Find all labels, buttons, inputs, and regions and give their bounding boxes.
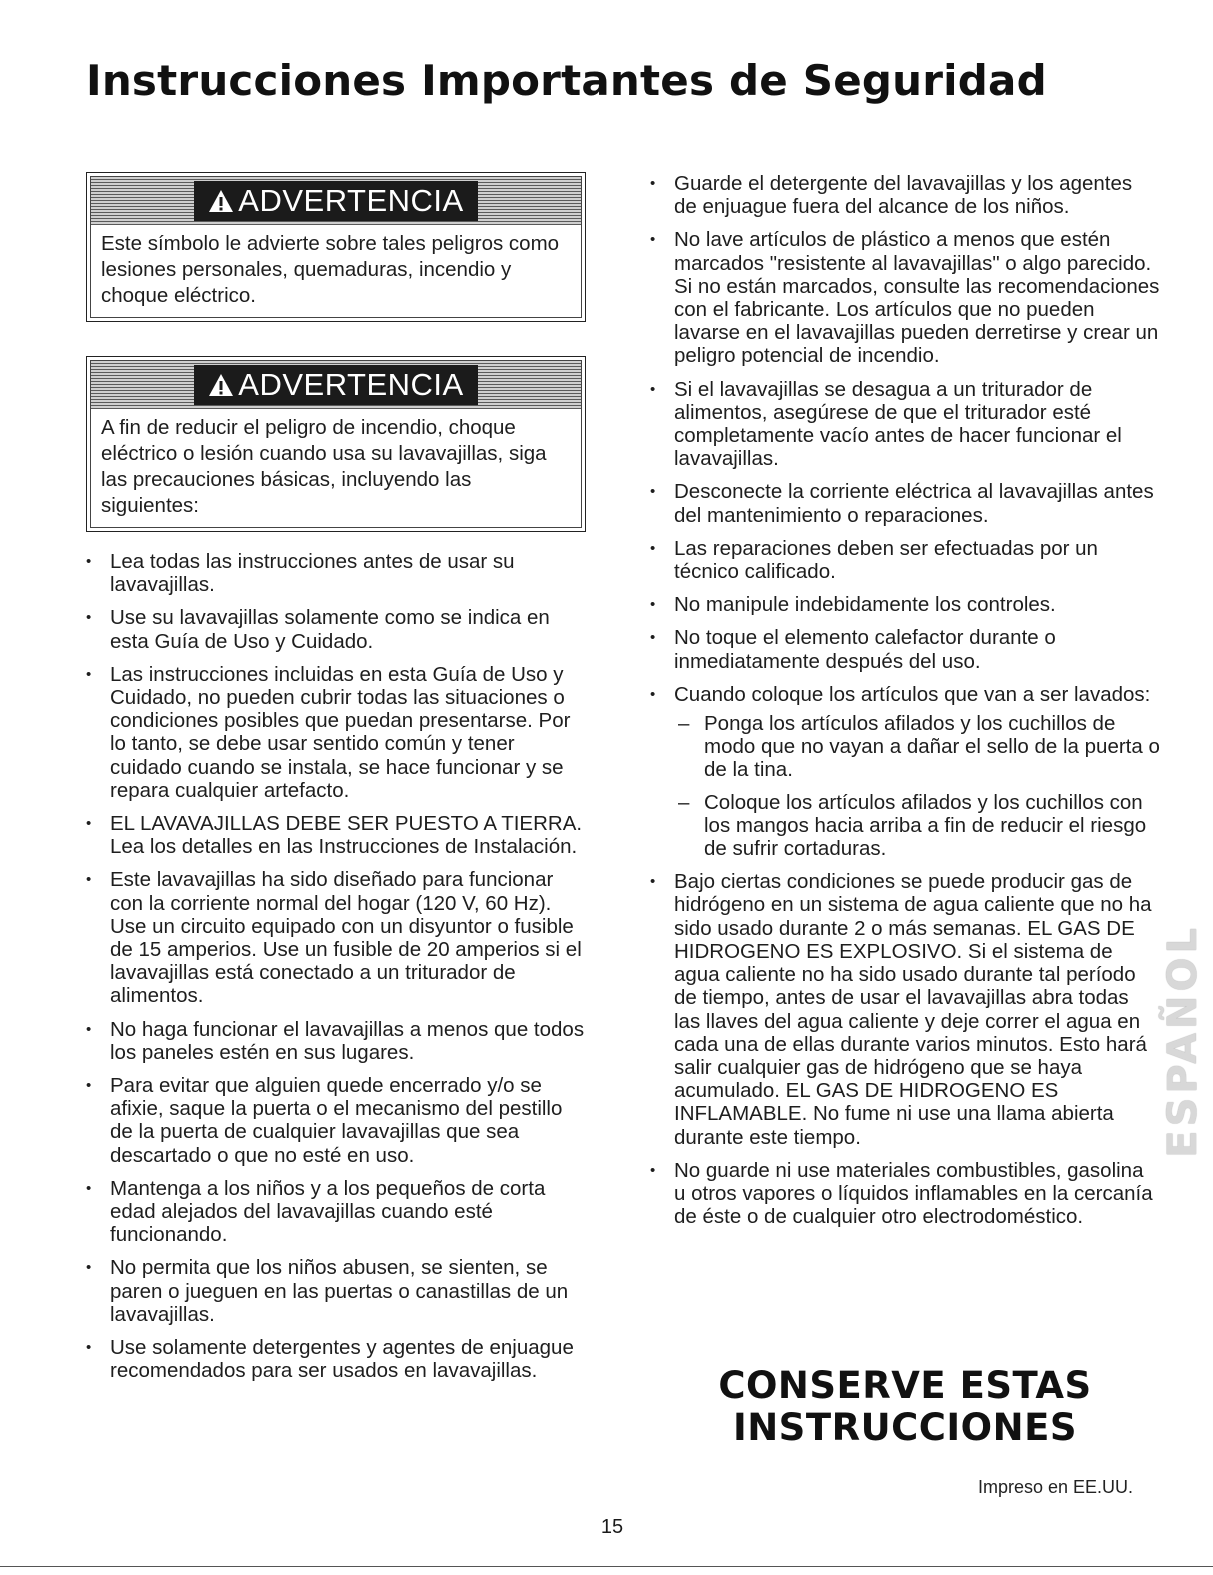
list-item: • No permita que los niños abusen, se sienten, se paren o jueguen en las puertas o canastillas de un lavavajillas. xyxy=(86,1256,586,1326)
warning-label: ADVERTENCIA xyxy=(194,181,477,221)
list-item: • Para evitar que alguien quede encerrado y/o se afixie, saque la puerta o el mecanismo del pestillo de la puerta de cualquier lavavajillas que sea descartado o que no esté en uso. xyxy=(86,1074,586,1167)
warning-text: Este símbolo le advierte sobre tales peligros como lesiones personales, quemaduras, incendio y choque eléctrico. xyxy=(101,232,560,307)
list-item: • Las reparaciones deben ser efectuadas por un técnico calificado. xyxy=(650,537,1160,583)
warning-label: ADVERTENCIA xyxy=(194,365,477,405)
conserve-line-2: INSTRUCCIONES xyxy=(732,1406,1078,1449)
list-item: • Guarde el detergente del lavavajillas y los agentes de enjuague fuera del alcance de los niños. xyxy=(650,172,1160,218)
side-tab-label: ESPAÑOL xyxy=(1160,924,1206,1158)
list-item: • Desconecte la corriente eléctrica al lavavajillas antes del mantenimiento o reparaciones. xyxy=(650,480,1160,526)
list-item: • No haga funcionar el lavavajillas a menos que todos los paneles estén en sus lugares. xyxy=(86,1018,586,1064)
conserve-line-1: CONSERVE ESTAS xyxy=(718,1364,1092,1407)
list-item: • Lea todas las instrucciones antes de usar su lavavajillas. xyxy=(86,550,586,596)
warning-text: A fin de reducir el peligro de incendio, choque eléctrico o lesión cuando usa su lavavajillas, siga las precauciones básicas, incluyendo las siguientes: xyxy=(101,416,547,517)
page-title: Instrucciones Importantes de Seguridad xyxy=(86,56,1047,105)
warning-box-precautions xyxy=(86,356,586,532)
loading-sublist xyxy=(674,712,1160,860)
page-number: 15 xyxy=(600,1516,624,1538)
list-item: • Bajo ciertas condiciones se puede producir gas de hidrógeno en un sistema de agua caliente que no ha sido usado durante 2 o más semanas. EL GAS DE HIDROGENO ES EXPLOSIVO. Si el sistema de agua caliente no ha sido usado durante tal período de tiempo, antes de usar el lavavajillas abra todas las llaves del agua caliente y deje correr el agua en cada una de ellas durante varios minutos. Esto hará salir cualquier gas de hidrógeno que se haya acumulado. EL GAS DE HIDROGENO ES INFLAMABLE. No fume ni use una llama abierta durante este tiempo. xyxy=(650,870,1160,1148)
list-item: • Este lavavajillas ha sido diseñado para funcionar con la corriente normal del hogar (120 V, 60 Hz). Use un circuito equipado con un disyuntor o fusible de 15 amperios. Use un fusible de 20 amperios si el lavavajillas está conectado a un triturador de alimentos. xyxy=(86,868,586,1007)
list-item-loading xyxy=(650,683,1160,860)
warning-triangle-icon xyxy=(208,372,234,398)
list-item: • No manipule indebidamente los controles. xyxy=(650,593,1160,616)
language-side-tab xyxy=(1158,924,1208,1158)
warning-box-symbol xyxy=(86,172,586,322)
sub-list-item: – Coloque los artículos afilados y los cuchillos con los mangos hacia arriba a fin de reducir el riesgo de sufrir cortaduras. xyxy=(674,791,1160,861)
warning-triangle-icon xyxy=(208,188,234,214)
right-column xyxy=(650,172,1160,1238)
list-item: • Mantenga a los niños y a los pequeños de corta edad alejados del lavavajillas cuando esté funcionando. xyxy=(86,1177,586,1247)
warning-banner xyxy=(91,361,581,409)
list-item: • No toque el elemento calefactor durante o inmediatamente después del uso. xyxy=(650,626,1160,672)
conserve-heading xyxy=(650,1365,1160,1449)
list-item: • No lave artículos de plástico a menos que estén marcados "resistente al lavavajillas" o algo parecido. Si no están marcados, consulte las recomendaciones con el fabricante. Los artículos que no pueden lavarse en el lavavajillas pueden derretirse y crear un peligro potencial de incendio. xyxy=(650,228,1160,367)
list-item: • No guarde ni use materiales combustibles, gasolina u otros vapores o líquidos inflamables en la cercanía de éste o de cualquier otro electrodoméstico. xyxy=(650,1159,1160,1229)
printed-in-note: Impreso en EE.UU. xyxy=(978,1477,1134,1497)
right-safety-list xyxy=(650,172,1160,1228)
left-safety-list xyxy=(86,550,586,1383)
loading-text: Cuando coloque los artículos que van a ser lavados: xyxy=(674,682,1151,706)
list-item: • EL LAVAVAJILLAS DEBE SER PUESTO A TIERRA. Lea los detalles en las Instrucciones de Instalación. xyxy=(86,812,586,858)
bottom-rule xyxy=(0,1566,1213,1567)
list-item: • Use solamente detergentes y agentes de enjuague recomendados para ser usados en lavavajillas. xyxy=(86,1336,586,1382)
left-column xyxy=(86,172,586,1393)
warning-banner xyxy=(91,177,581,225)
list-item: • Use su lavavajillas solamente como se indica en esta Guía de Uso y Cuidado. xyxy=(86,606,586,652)
list-item: • Si el lavavajillas se desagua a un triturador de alimentos, asegúrese de que el triturador esté completamente vacío antes de hacer funcionar el lavavajillas. xyxy=(650,378,1160,471)
sub-list-item: – Ponga los artículos afilados y los cuchillos de modo que no vayan a dañar el sello de la puerta o de la tina. xyxy=(674,712,1160,782)
list-item: • Las instrucciones incluidas en esta Guía de Uso y Cuidado, no pueden cubrir todas las situaciones o condiciones posibles que puedan presentarse. Por lo tanto, se debe usar sentido común y tener cuidado cuando se instala, se hace funcionar y se repara cualquier artefacto. xyxy=(86,663,586,802)
